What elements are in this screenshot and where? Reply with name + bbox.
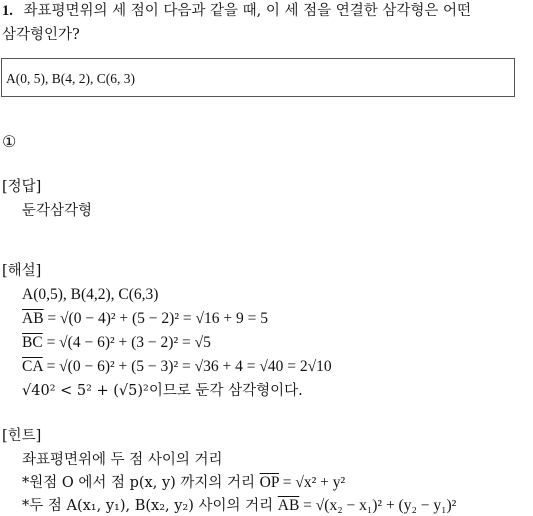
solution-conclusion: √40² < 5² + (√5)²이므로 둔각 삼각형이다. [22,383,303,399]
answer-choice-marker: ① [2,132,17,151]
solution-ca [22,358,332,376]
solution-points: A(0,5), B(4,2), C(6,3) [22,286,159,303]
ab-formula: = √(0 − 4)² + (5 − 2)² = √16 + 9 = 5 [43,310,268,327]
segment-bc: $\overline{BC}$ [22,334,43,351]
given-box [1,58,515,97]
ca-formula: = √(0 − 6)² + (5 − 3)² = √36 + 4 = √40 = 2√10 [42,358,332,375]
question-text-1: 좌표평면위의 세 점이 다음과 같을 때, 이 세 점을 연결한 삼각형은 어떤 [23,3,471,19]
answer-label: [정답] [2,179,42,195]
segment-ab: $\overline{AB}$ [22,310,44,327]
question-text-2: 삼각형인가? [2,27,80,43]
answer-value: 둔각삼각형 [22,203,93,219]
hint-line-2 [22,474,345,492]
bc-formula: = √(4 − 6)² + (3 − 2)² = √5 [42,334,211,351]
question-number: 1. [2,3,13,19]
hint-label: [힌트] [2,428,42,444]
hint-line-1: 좌표평면위에 두 점 사이의 거리 [22,452,223,468]
segment-op: $\overline{OP}$ [259,474,279,491]
segment-ca: $\overline{CA}$ [22,358,43,375]
segment-ab-hint: $\overline{AB}$ [277,497,300,514]
given-points: A(0, 5), B(4, 2), C(6, 3) [6,71,135,86]
solution-bc [22,334,211,352]
solution-label: [해설] [2,263,42,279]
hint-line-3 [22,497,456,515]
ab-distance-formula: = √(x₂ − x₁)² + (y₂ − y₁)² [299,497,457,514]
hint-line-2-text: *원점 O 에서 점 p(x, y) 까지의 거리 [22,475,260,491]
hint-line-3-text: *두 점 A(x₁, y₁), B(x₂, y₂) 사이의 거리 [22,498,278,514]
op-formula: = √x² + y² [278,474,346,491]
question-line-1 [2,2,471,20]
solution-ab [22,310,268,328]
